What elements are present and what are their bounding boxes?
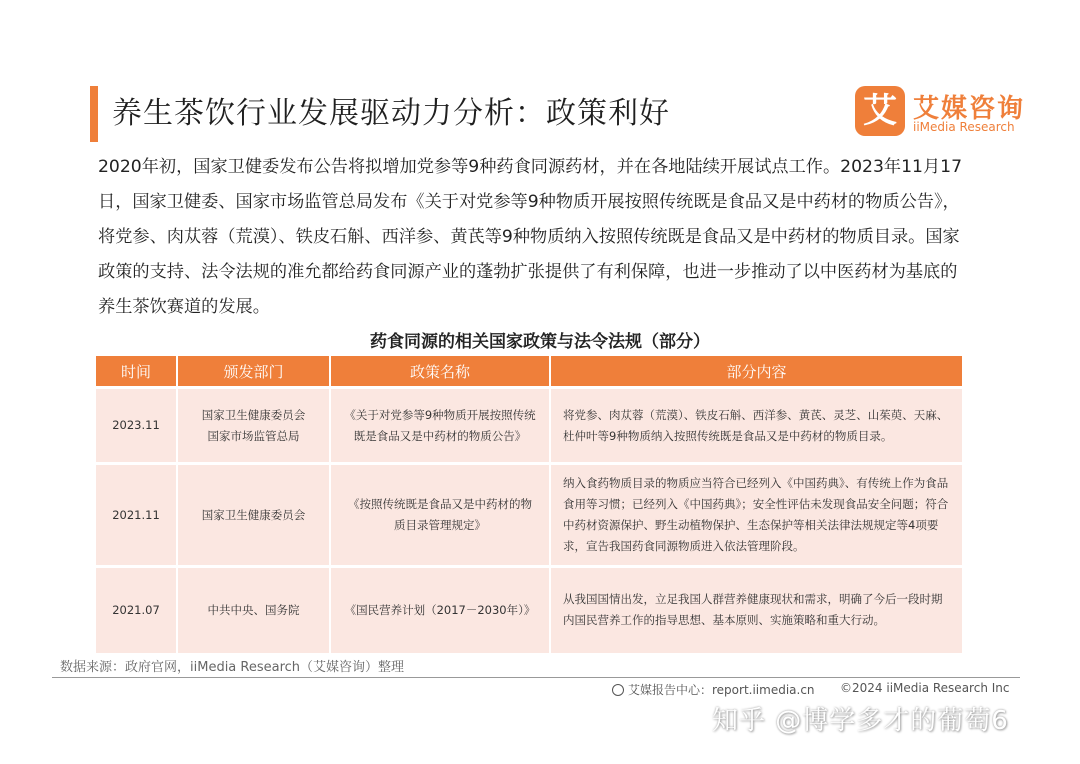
cell-content: 将党参、肉苁蓉（荒漠）、铁皮石斛、西洋参、黄芪、灵芝、山茱萸、天麻、杜仲叶等9种物质纳入按照传统既是食品又是中药材的物质目录。 bbox=[550, 388, 962, 464]
cell-dept: 国家卫生健康委员会 bbox=[177, 464, 330, 567]
cell-policy: 《关于对党参等9种物质开展按照传统既是食品又是中药材的物质公告》 bbox=[330, 388, 550, 464]
footer-report-center[interactable] bbox=[612, 681, 815, 698]
header-dept: 颁发部门 bbox=[177, 356, 330, 388]
cell-time: 2021.07 bbox=[96, 567, 177, 653]
data-source-note: 数据来源：政府官网，iiMedia Research（艾媒咨询）整理 bbox=[60, 660, 405, 675]
cell-dept: 中共中央、国务院 bbox=[177, 567, 330, 653]
cell-dept: 国家卫生健康委员会 国家市场监管总局 bbox=[177, 388, 330, 464]
globe-icon bbox=[612, 684, 624, 696]
cell-content: 从我国国情出发，立足我国人群营养健康现状和需求，明确了今后一段时期内国民营养工作的指导思想、基本原则、实施策略和重大行动。 bbox=[550, 567, 962, 653]
table-row bbox=[96, 567, 962, 653]
intro-paragraph: 2020年初，国家卫健委发布公告将拟增加党参等9种药食同源药材，并在各地陆续开展试点工作。2023年11月17日，国家卫健委、国家市场监管总局发布《关于对党参等9种物质开展按照传统既是食品又是中药材的物质公告》，将党参、肉苁蓉（荒漠）、铁皮石斛、西洋参、黄芪等9种物质纳入按照传统既是食品又是中药材的物质目录。国家政策的支持、法令法规的准允都给药食同源产业的蓬勃扩张提供了有利保障，也进一步推动了以中医药材为基底的养生茶饮赛道的发展。 bbox=[98, 157, 963, 317]
table-row bbox=[96, 388, 962, 464]
table-header-row bbox=[96, 356, 962, 388]
brand-logo bbox=[855, 86, 1025, 138]
logo-en-text: iiMedia Research bbox=[913, 120, 1015, 134]
cell-policy: 《国民营养计划（2017－2030年）》 bbox=[330, 567, 550, 653]
cell-content: 纳入食药物质目录的物质应当符合已经列入《中国药典》、有传统上作为食品食用等习惯；已经列入《中国药典》；安全性评估未发现食品安全问题；符合中药材资源保护、野生动植物保护、生态保护等相关法律法规规定等4项要求，宣告我国药食同源物质进入依法管理阶段。 bbox=[550, 464, 962, 567]
policy-table bbox=[96, 356, 962, 653]
page-title: 养生茶饮行业发展驱动力分析：政策利好 bbox=[112, 96, 670, 131]
cell-time: 2021.11 bbox=[96, 464, 177, 567]
table-title: 药食同源的相关国家政策与法令法规（部分） bbox=[370, 332, 710, 352]
header-policy: 政策名称 bbox=[330, 356, 550, 388]
footer-divider bbox=[52, 677, 1020, 678]
header-content: 部分内容 bbox=[550, 356, 962, 388]
cell-policy: 《按照传统既是食品又是中药材的物质目录管理规定》 bbox=[330, 464, 550, 567]
title-accent-bar bbox=[90, 86, 98, 142]
logo-icon: 艾 bbox=[855, 86, 905, 136]
table-row bbox=[96, 464, 962, 567]
watermark: 知乎 @博学多才的葡萄6 bbox=[712, 706, 1009, 736]
footer-report-link[interactable]: 艾媒报告中心：report.iimedia.cn bbox=[628, 683, 815, 697]
footer-copyright: ©2024 iiMedia Research Inc bbox=[840, 681, 1010, 695]
cell-time: 2023.11 bbox=[96, 388, 177, 464]
header-time: 时间 bbox=[96, 356, 177, 388]
logo-cn-text: 艾媒咨询 bbox=[913, 94, 1026, 124]
